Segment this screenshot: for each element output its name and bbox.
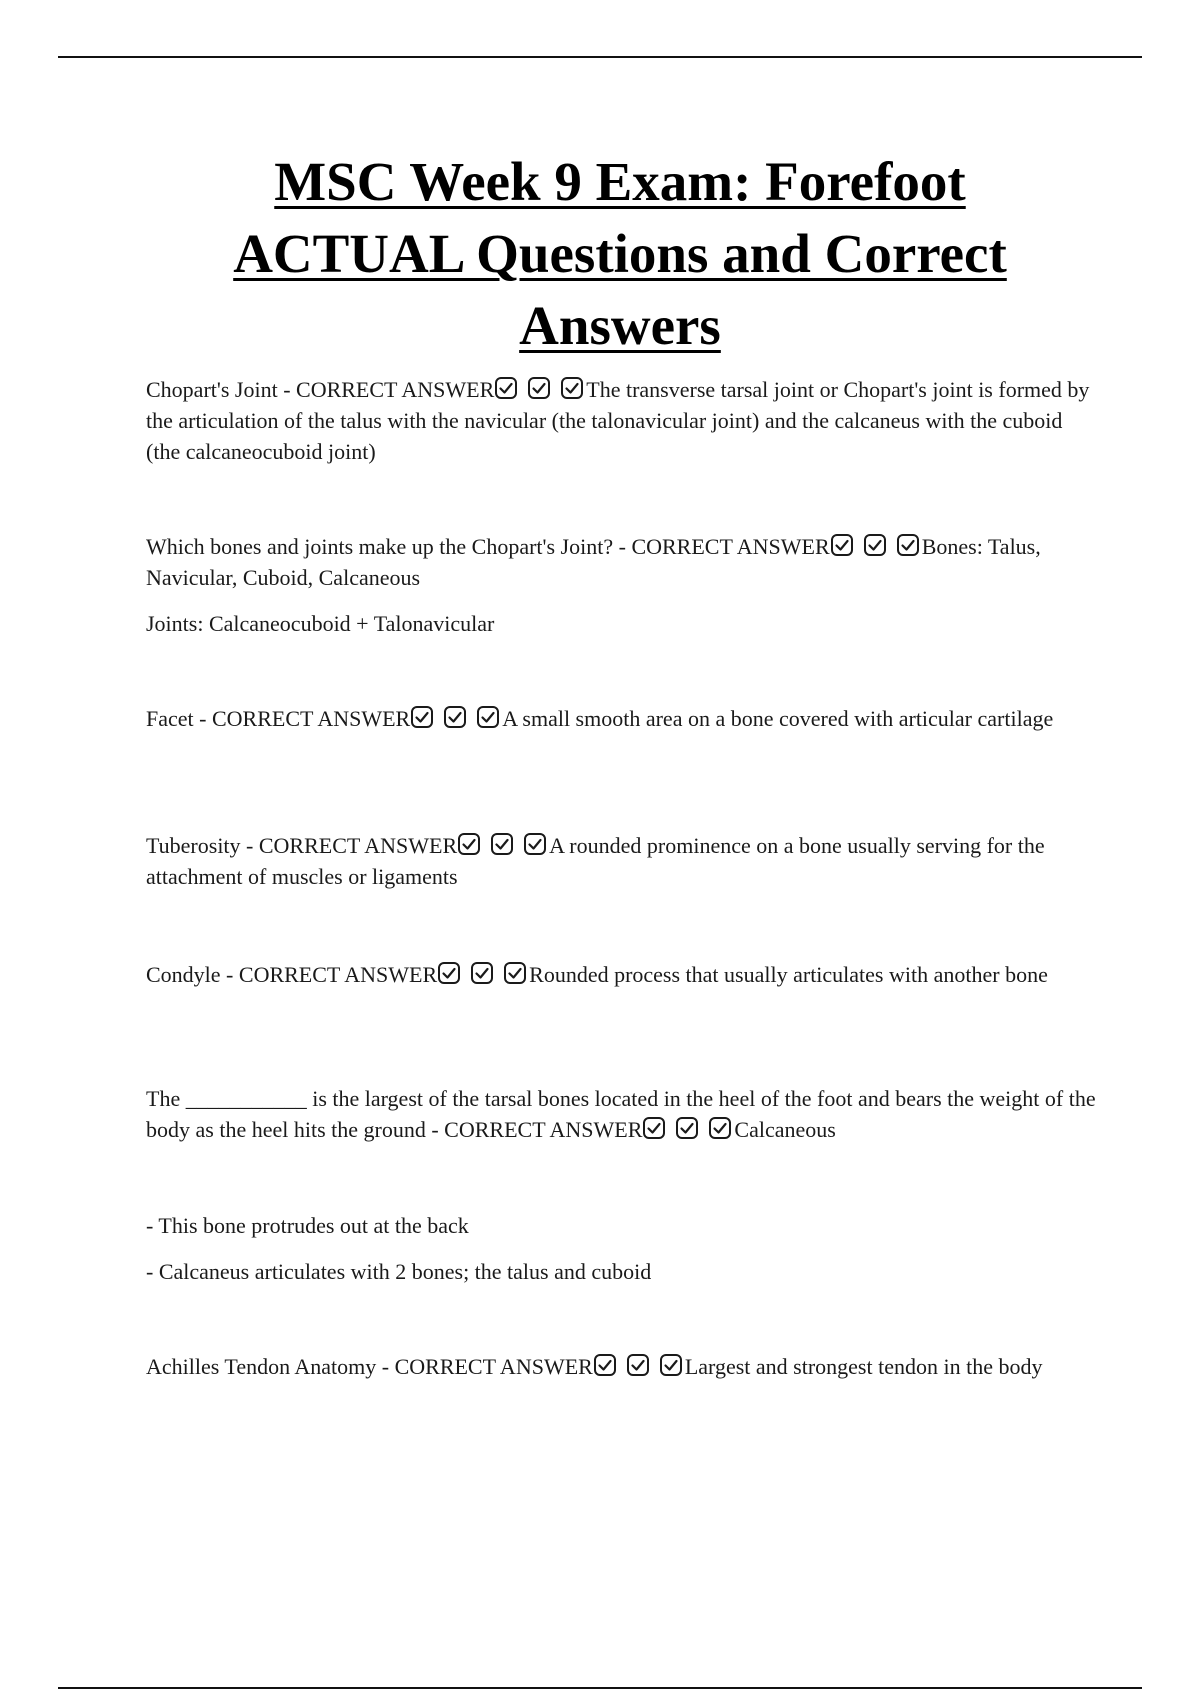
answer-marker: CORRECT ANSWER: [258, 833, 458, 858]
check-marks: [457, 833, 548, 858]
checked-box-icon: [527, 376, 551, 400]
checked-box-icon: [457, 832, 481, 856]
checked-box-icon: [896, 533, 920, 557]
answer-marker: CORRECT ANSWER: [211, 706, 411, 731]
qa-entry-chopart-bones: [146, 531, 1096, 639]
answer-text: A rounded prominence on a bone usually serving for the attachment of muscles or ligaments: [146, 833, 1045, 889]
checked-box-icon: [708, 1116, 732, 1140]
qa-paragraph: [146, 959, 1096, 990]
check-marks: [494, 377, 585, 402]
document-title: [140, 146, 1100, 362]
answer-marker: CORRECT ANSWER: [238, 962, 438, 987]
checked-box-icon: [503, 961, 527, 985]
checked-box-icon: [410, 705, 434, 729]
checked-box-icon: [863, 533, 887, 557]
qa-paragraph: [146, 1351, 1096, 1382]
qa-paragraph: [146, 703, 1096, 734]
checked-box-icon: [476, 705, 500, 729]
answer-marker: CORRECT ANSWER: [631, 534, 830, 559]
answer-extra-line: Joints: Calcaneocuboid + Talonavicular: [146, 611, 495, 636]
answer-marker: CORRECT ANSWER: [296, 377, 495, 402]
title-line-2: ACTUAL Questions and Correct: [233, 223, 1007, 284]
qa-paragraph: [146, 374, 1096, 467]
qa-entry-calcaneous: [146, 1083, 1096, 1287]
question-text: Chopart's Joint -: [146, 377, 297, 402]
check-marks: [642, 1117, 733, 1142]
checked-box-icon: [490, 832, 514, 856]
header-rule: [58, 56, 1142, 58]
qa-entry-condyle: [146, 959, 1096, 990]
qa-paragraph: [146, 1083, 1096, 1145]
qa-entry-chopart-joint: [146, 374, 1096, 467]
footer-rule: [58, 1687, 1142, 1689]
question-text: Which bones and joints make up the Chopart's Joint? -: [146, 534, 632, 559]
answer-text: Calcaneous: [734, 1117, 836, 1142]
checked-box-icon: [659, 1353, 683, 1377]
question-text: Achilles Tendon Anatomy -: [146, 1354, 395, 1379]
answer-marker: CORRECT ANSWER: [444, 1117, 643, 1142]
qa-entry-achilles: [146, 1351, 1096, 1382]
qa-entry-tuberosity: [146, 830, 1096, 892]
title-line-3: Answers: [519, 295, 721, 356]
question-text: Condyle -: [146, 962, 239, 987]
check-marks: [410, 706, 501, 731]
answer-text: Rounded process that usually articulates with another bone: [529, 962, 1048, 987]
check-marks: [593, 1354, 684, 1379]
checked-box-icon: [675, 1116, 699, 1140]
question-text: Facet -: [146, 706, 212, 731]
qa-paragraph: [146, 531, 1096, 593]
checked-box-icon: [494, 376, 518, 400]
check-marks: [437, 962, 528, 987]
qa-entry-facet: [146, 703, 1096, 734]
answer-marker: CORRECT ANSWER: [394, 1354, 593, 1379]
checked-box-icon: [830, 533, 854, 557]
checked-box-icon: [523, 832, 547, 856]
checked-box-icon: [593, 1353, 617, 1377]
question-text: Tuberosity -: [146, 833, 259, 858]
answer-text: Bones: Talus, Navicular, Cuboid, Calcaneous: [146, 534, 1041, 590]
checked-box-icon: [437, 961, 461, 985]
qa-paragraph: [146, 830, 1096, 892]
answer-text: A small smooth area on a bone covered with articular cartilage: [502, 706, 1054, 731]
answer-text: Largest and strongest tendon in the body: [684, 1354, 1043, 1379]
checked-box-icon: [443, 705, 467, 729]
checked-box-icon: [626, 1353, 650, 1377]
answer-extra-line: - Calcaneus articulates with 2 bones; the talus and cuboid: [146, 1259, 652, 1284]
checked-box-icon: [470, 961, 494, 985]
question-text: The ___________ is the largest of the tarsal bones located in the heel of the foot and bears the weight of the body as the heel hits the ground -: [146, 1086, 1096, 1142]
answer-extra-line: - This bone protrudes out at the back: [146, 1213, 469, 1238]
title-line-1: MSC Week 9 Exam: Forefoot: [274, 151, 966, 212]
checked-box-icon: [560, 376, 584, 400]
answer-text: The transverse tarsal joint or Chopart's joint is formed by the articulation of the talus with the navicular (the talonavicular joint) and the calcaneus with the cuboid (the calcaneocuboid joint): [146, 377, 1090, 464]
check-marks: [830, 534, 921, 559]
checked-box-icon: [642, 1116, 666, 1140]
